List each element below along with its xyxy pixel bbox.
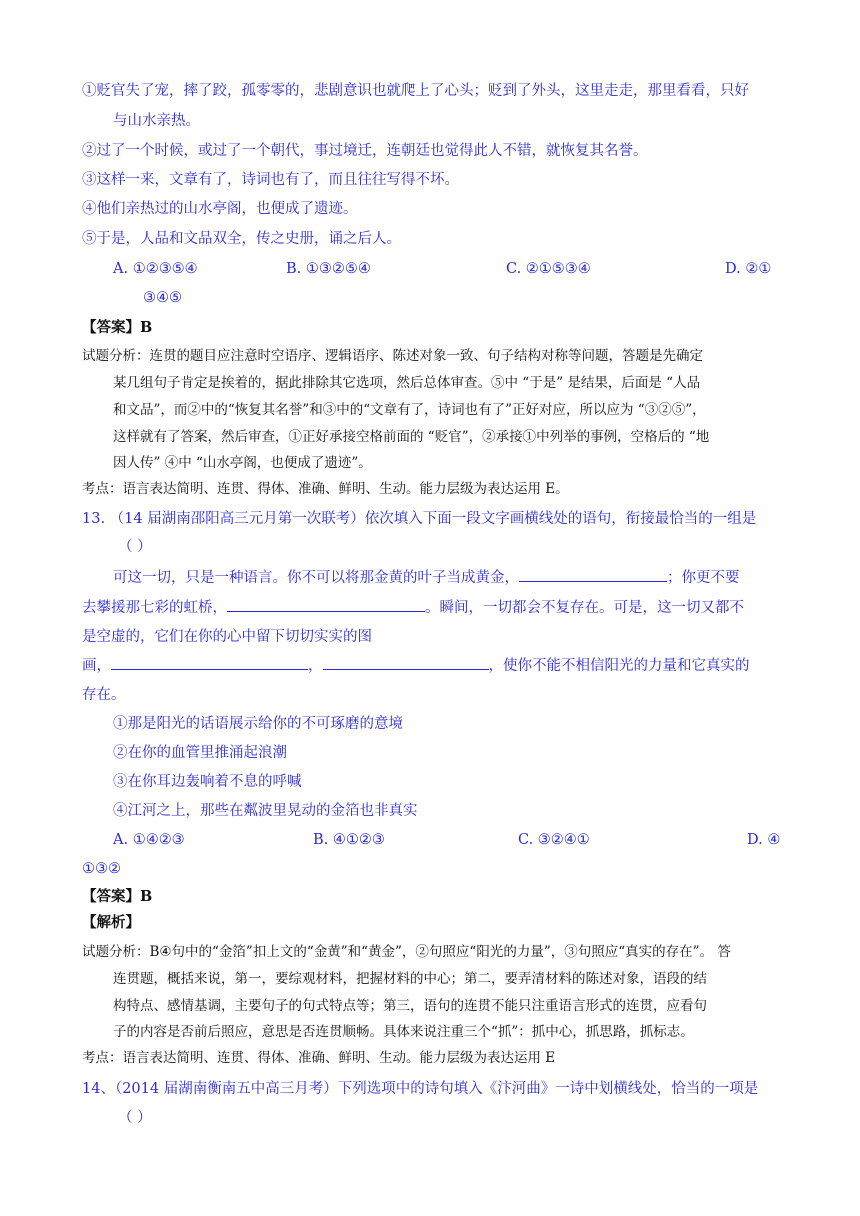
q13-jiexi: 【解析】 bbox=[82, 914, 140, 931]
q13-option-b: B. ④①②③ bbox=[313, 832, 385, 848]
q12-sentence-3: ③这样一来，文章有了，诗词也有了，而且往往写得不坏。 bbox=[82, 172, 459, 188]
q13-item-3: ③在你耳边轰响着不息的呼喊 bbox=[113, 774, 302, 790]
q13-passage-line-5: 存在。 bbox=[82, 687, 126, 703]
q12-option-c: C. ②①⑤③④ bbox=[506, 261, 591, 277]
q13-option-d: D. ④ bbox=[747, 832, 781, 848]
q12-sentence-1: ①贬官失了宠，摔了跤，孤零零的，悲剧意识也就爬上了心头；贬到了外头，这里走走，那里看看，只好 bbox=[82, 83, 749, 99]
q12-analysis-line: 试题分析：连贯的题目应注意时空语序、逻辑语序、陈述对象一致、句子结构对称等问题，答题是先确定 bbox=[82, 348, 703, 364]
q14-stem-bracket: （ ） bbox=[118, 1110, 152, 1126]
q13-option-a: A. ①④②③ bbox=[113, 832, 185, 848]
q13-passage-text: ；你更不要 bbox=[667, 570, 740, 586]
q12-sentence-5: ⑤于是，人品和文品双全，传之史册，诵之后人。 bbox=[82, 231, 401, 247]
q12-sentence-2: ②过了一个时候，或过了一个朝代，事过境迁，连朝廷也觉得此人不错，就恢复其名誉。 bbox=[82, 143, 648, 159]
q13-passage-line-1 bbox=[113, 567, 740, 588]
q12-sentence-4: ④他们亲热过的山水亭阁，也便成了遗迹。 bbox=[82, 201, 358, 217]
q13-passage-line-4 bbox=[82, 655, 750, 676]
q13-analysis-line: 试题分析：B④句中的“金箔”扣上文的“金黄”和“黄金”，②句照应“阳光的力量”，③句照应“真实的存在”。 答 bbox=[82, 944, 731, 960]
q13-answer: 【答案】B bbox=[82, 888, 153, 905]
q13-analysis-line: 子的内容是否前后照应，意思是否连贯顺畅。具体来说注重三个“抓”：抓中心，抓思路，抓标志。 bbox=[113, 1024, 694, 1040]
q13-stem-bracket: （ ） bbox=[118, 539, 152, 555]
q13-passage-text: 去攀援那七彩的虹桥， bbox=[82, 600, 227, 616]
q12-option-a: A. ①②③⑤④ bbox=[113, 261, 198, 277]
q13-passage-text: ， bbox=[308, 658, 323, 674]
blank-3[interactable] bbox=[111, 655, 308, 670]
blank-1[interactable] bbox=[519, 567, 667, 582]
q13-kaodian: 考点：语言表达简明、连贯、得体、准确、鲜明、生动。能力层级为表达运用 E bbox=[82, 1050, 556, 1066]
q14-stem: 14、（2014 届湖南衡南五中高三月考）下列选项中的诗句填入《汴河曲》一诗中划横线处，恰当的一项是 bbox=[82, 1081, 759, 1097]
blank-2[interactable] bbox=[227, 597, 425, 612]
q12-option-d-cont: ③④⑤ bbox=[143, 290, 182, 306]
blank-4[interactable] bbox=[323, 655, 489, 670]
q12-sentence-1-cont: 与山水亲热。 bbox=[113, 113, 200, 129]
q12-option-d: D. ②① bbox=[725, 261, 772, 277]
q13-passage-line-3: 是空虚的，它们在你的心中留下切切实实的图 bbox=[82, 629, 372, 645]
q13-option-c: C. ③②④① bbox=[518, 832, 590, 848]
q12-answer: 【答案】B bbox=[82, 319, 153, 336]
q13-passage-text: 可这一切，只是一种语言。你不可以将那金黄的叶子当成黄金， bbox=[113, 570, 519, 586]
q13-passage-text: 画， bbox=[82, 658, 111, 674]
q12-analysis-line: 因人传” ④中 “山水亭阁，也便成了遗迹”。 bbox=[113, 455, 372, 471]
q13-analysis-line: 连贯题，概括来说，第一，要综观材料，把握材料的中心；第二，要弄清材料的陈述对象，语段的结 bbox=[113, 971, 707, 987]
q13-passage-line-2 bbox=[82, 597, 744, 618]
q12-option-b: B. ①③②⑤④ bbox=[286, 261, 371, 277]
q13-passage-text: 。瞬间，一切都会不复存在。可是，这一切又都不 bbox=[425, 600, 744, 616]
q12-analysis-line: 这样就有了答案，然后审查，①正好承接空格前面的 “贬官”，②承接①中列举的事例，空格后的 “地 bbox=[113, 429, 710, 445]
q12-analysis-line: 和文品”，而②中的“恢复其名誉”和③中的“文章有了，诗词也有了”正好对应，所以应为 “③②⑤”， bbox=[113, 402, 706, 418]
q13-passage-text: ，使你不能不相信阳光的力量和它真实的 bbox=[488, 658, 750, 674]
q13-item-1: ①那是阳光的话语展示给你的不可琢磨的意境 bbox=[113, 716, 403, 732]
q13-option-d-cont: ①③② bbox=[82, 861, 121, 877]
q13-item-2: ②在你的血管里推涌起浪潮 bbox=[113, 745, 287, 761]
q13-analysis-line: 构特点、感情基调，主要句子的句式特点等；第三，语句的连贯不能只注重语言形式的连贯，应看句 bbox=[113, 998, 707, 1014]
q13-item-4: ④江河之上，那些在粼波里晃动的金箔也非真实 bbox=[113, 803, 418, 819]
q12-kaodian: 考点：语言表达简明、连贯、得体、准确、鲜明、生动。能力层级为表达运用 E。 bbox=[82, 481, 569, 497]
q12-analysis-line: 某几组句子肯定是挨着的，据此排除其它选项，然后总体审查。⑤中 “于是” 是结果，后面是 “人品 bbox=[113, 375, 701, 391]
q13-stem: 13. （14 届湖南邵阳高三元月第一次联考）依次填入下面一段文字画横线处的语句，衔接最恰当的一组是 bbox=[82, 511, 757, 527]
